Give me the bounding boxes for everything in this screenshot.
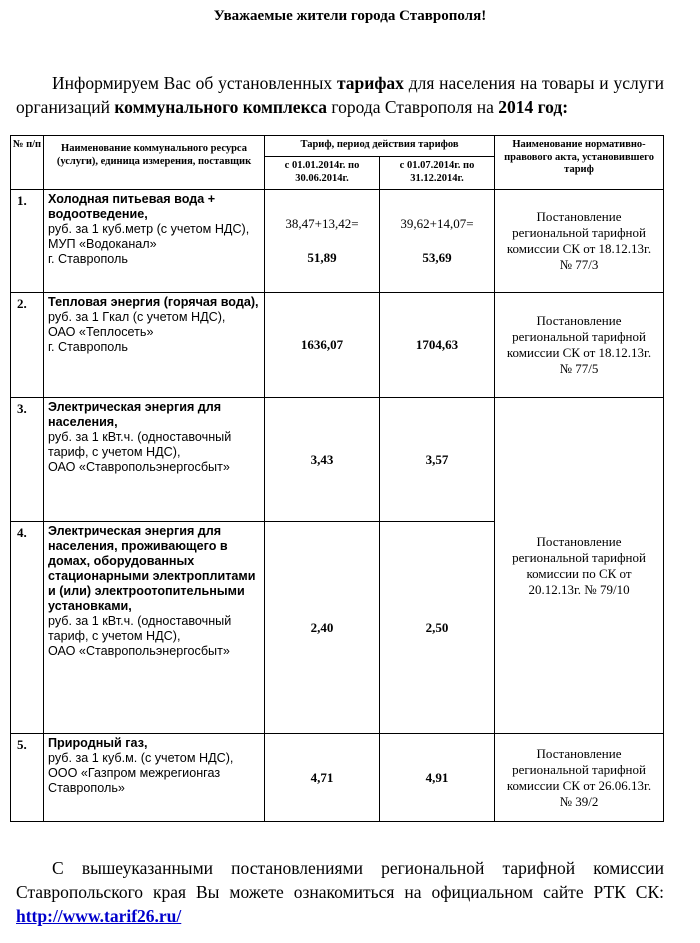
intro-bold-complex: коммунального комплекса	[114, 97, 327, 117]
intro-text-2: для населения на товары и услуги организаций	[16, 73, 664, 117]
tariff-formula: 39,62+14,07=	[400, 216, 474, 231]
header-period: Тариф, период действия тарифов	[265, 136, 495, 157]
tariff-total: 1704,63	[415, 337, 459, 352]
intro-bold-tariffs: тарифах	[336, 73, 404, 93]
resource-cell	[44, 293, 265, 398]
regulation-act: Постановление региональной тарифной комиссии СК от 18.12.13г. № 77/3	[495, 190, 664, 293]
tariff-total: 4,91	[425, 769, 449, 785]
resource-name: Природный газ,	[48, 736, 148, 750]
table-row	[11, 734, 664, 822]
intro-paragraph	[16, 71, 664, 119]
tariff-second-half	[380, 522, 495, 734]
header-resource: Наименование коммунального ресурса (услуги), единица измерения, поставщик	[44, 136, 265, 190]
row-number: 2.	[11, 293, 44, 398]
resource-detail: МУП «Водоканал»	[48, 237, 157, 251]
intro-text-3: города Ставрополя на	[326, 97, 499, 117]
table-row	[11, 190, 664, 293]
resource-detail: г. Ставрополь	[48, 252, 128, 266]
resource-detail: руб. за 1 куб.м. (с учетом НДС),	[48, 751, 234, 765]
regulation-act: Постановление региональной тарифной комиссии СК от 18.12.13г. № 77/5	[495, 293, 664, 398]
tariff-second-half	[380, 734, 495, 822]
tariff-total: 3,43	[310, 451, 334, 467]
tariff-first-half	[265, 293, 380, 398]
tariff-total: 51,89	[307, 250, 337, 265]
row-number: 3.	[11, 398, 44, 522]
header-act: Наименование нормативно-правового акта, установившего тариф	[495, 136, 664, 190]
row-number: 4.	[11, 522, 44, 734]
resource-cell	[44, 522, 265, 734]
tariff-formula: 38,47+13,42=	[285, 216, 359, 231]
regulation-act: Постановление региональной тарифной комиссии СК от 26.06.13г. № 39/2	[495, 734, 664, 822]
resource-name: Электрическая энергия для населения,	[48, 400, 222, 429]
tariff-first-half	[265, 734, 380, 822]
intro-text-1: Информируем Вас об установленных	[52, 73, 337, 93]
resource-cell	[44, 398, 265, 522]
tariff-total: 2,40	[310, 619, 334, 635]
resource-detail: руб. за 1 кВт.ч. (одноставочный тариф, с учетом НДС),	[48, 614, 232, 643]
resource-detail: ОАО «Ставропольэнергосбыт»	[48, 460, 230, 474]
resource-detail: руб. за 1 кВт.ч. (одноставочный тариф, с учетом НДС),	[48, 430, 232, 459]
tariff-second-half	[380, 190, 495, 293]
header-date-first-half: с 01.01.2014г. по 30.06.2014г.	[265, 157, 380, 190]
page-title: Уважаемые жители города Ставрополя!	[213, 8, 487, 24]
tariff-total: 4,71	[310, 769, 334, 785]
tariff-first-half	[265, 190, 380, 293]
table-row	[11, 293, 664, 398]
tariff-total: 2,50	[425, 619, 449, 635]
resource-detail: ОАО «Теплосеть»	[48, 325, 154, 339]
table-row	[11, 398, 664, 522]
intro-bold-year: 2014 год:	[498, 97, 569, 117]
regulation-act: Постановление региональной тарифной комиссии по СК от 20.12.13г. № 79/10	[495, 398, 664, 734]
tariff-total: 3,57	[425, 451, 449, 467]
tariff-total: 1636,07	[300, 337, 344, 352]
resource-cell	[44, 190, 265, 293]
rtk-website-link[interactable]: http://www.tarif26.ru/	[16, 906, 182, 926]
outro-text: С вышеуказанными постановлениями региональной тарифной комиссии Ставропольского края Вы можете ознакомиться на официальном сайте РТК СК:	[16, 858, 664, 902]
header-date-second-half: с 01.07.2014г. по 31.12.2014г.	[380, 157, 495, 190]
tariff-second-half	[380, 293, 495, 398]
outro-paragraph	[16, 856, 664, 928]
resource-detail: ООО «Газпром межрегионгаз Ставрополь»	[48, 766, 221, 795]
header-num: № п/п	[11, 136, 44, 190]
tariff-total: 53,69	[422, 250, 452, 265]
resource-detail: руб. за 1 Гкал (с учетом НДС),	[48, 310, 226, 324]
resource-cell	[44, 734, 265, 822]
tariff-first-half	[265, 522, 380, 734]
tariff-first-half	[265, 398, 380, 522]
row-number: 1.	[11, 190, 44, 293]
resource-detail: руб. за 1 куб.метр (с учетом НДС),	[48, 222, 250, 236]
resource-name: Холодная питьевая вода + водоотведение,	[48, 192, 216, 221]
tariff-second-half	[380, 398, 495, 522]
resource-name: Электрическая энергия для населения, проживающего в домах, оборудованных стационарными электроплитами и (или) электроотопительными установками,	[48, 524, 256, 613]
row-number: 5.	[11, 734, 44, 822]
tariff-table	[10, 135, 664, 822]
table-header-row	[11, 136, 664, 157]
resource-name: Тепловая энергия (горячая вода),	[48, 295, 259, 309]
resource-detail: г. Ставрополь	[48, 340, 128, 354]
resource-detail: ОАО «Ставропольэнергосбыт»	[48, 644, 230, 658]
